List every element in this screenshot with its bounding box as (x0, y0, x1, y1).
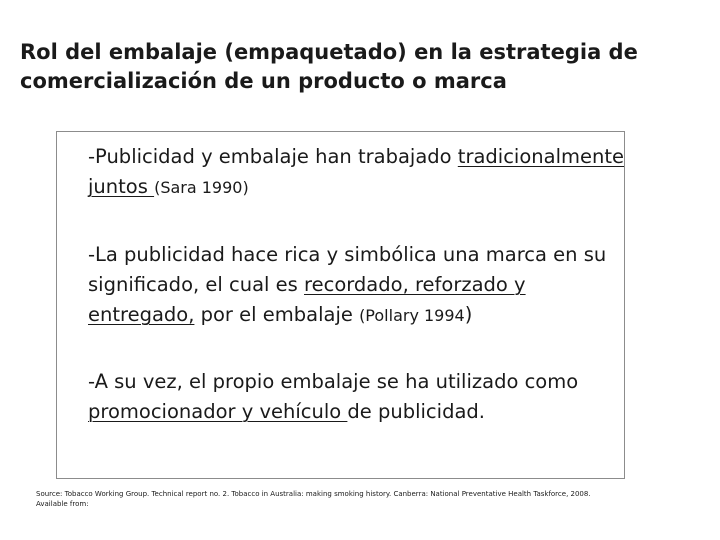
underlined-phrase: promocionador y vehículo (88, 400, 348, 423)
underlined-phrase: tradicionalmente juntos (88, 145, 624, 198)
paragraph-brand-meaning (88, 240, 628, 331)
paragraph-text: ) (464, 303, 473, 326)
paragraph-text: de publicidad. (347, 400, 485, 423)
paragraph-text: -La publicidad hace rica y simbólica una marca en su significado, el cual es (88, 243, 607, 296)
paragraph-advertising-packaging (88, 142, 628, 203)
citation: (Sara 1990) (154, 178, 249, 197)
paragraph-text: -A su vez, el propio embalaje se ha utilizado como (88, 370, 579, 393)
citation: (Pollary 1994 (359, 306, 465, 325)
source-note: Source: Tobacco Working Group. Technical report no. 2. Tobacco in Australia: making smoking history. Canberra: National Preventative Health Taskforce, 2008. Available from: (36, 490, 591, 508)
paragraph-text: -Publicidad y embalaje han trabajado (88, 145, 458, 168)
slide-title: Rol del embalaje (empaquetado) en la estrategia de comercialización de un producto o marca (20, 40, 638, 93)
paragraph-text: por el embalaje (194, 303, 360, 326)
underlined-phrase: recordado, reforzado y entregado, (88, 273, 526, 326)
paragraph-packaging-promotion (88, 367, 628, 427)
